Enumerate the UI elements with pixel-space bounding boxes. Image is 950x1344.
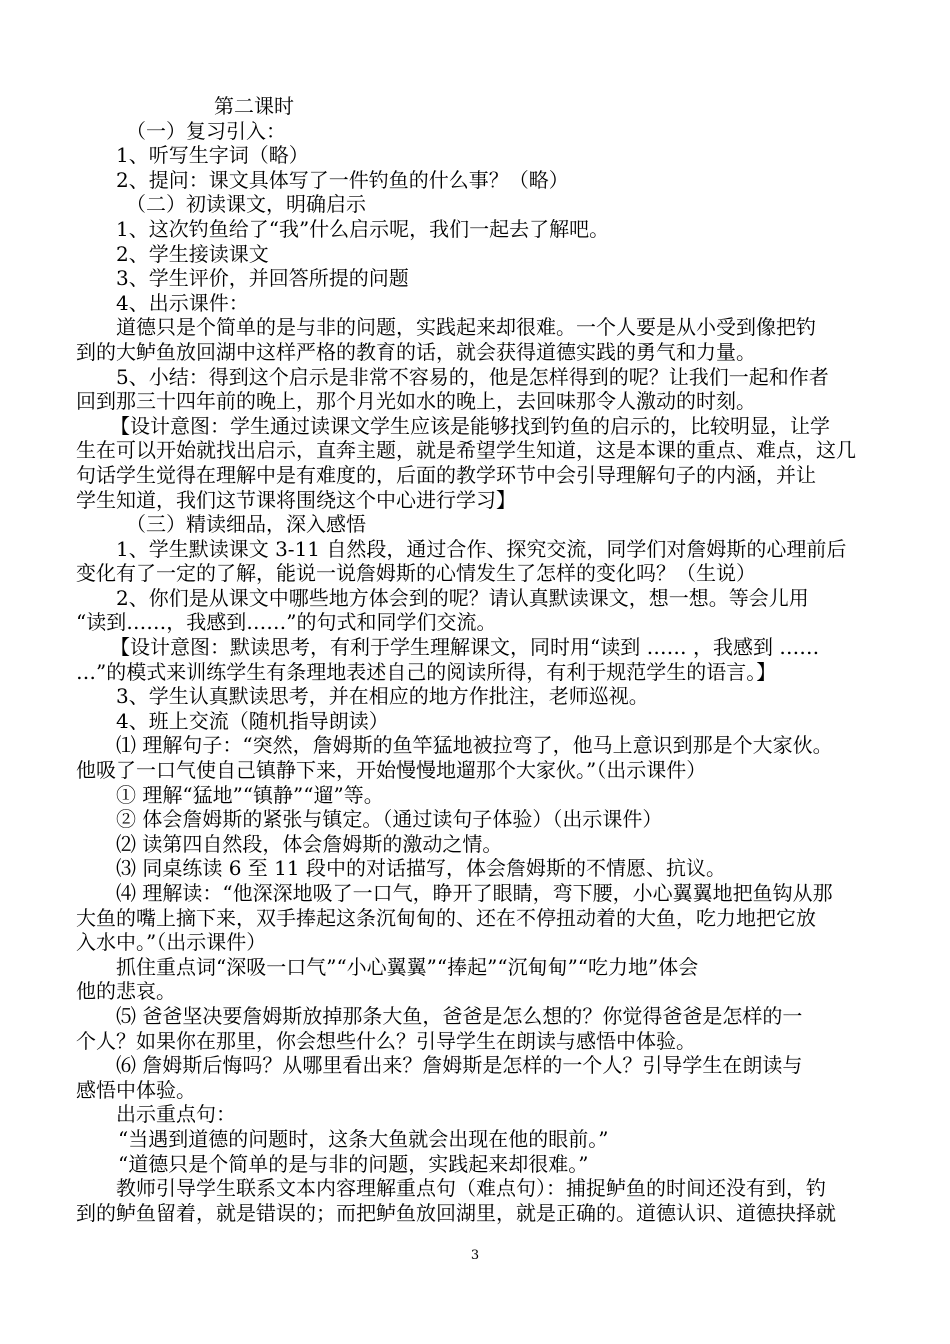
text-line: 4、出示课件： [116,290,249,315]
document-body [76,94,892,1225]
text-line: （一）复习引入： [126,118,286,143]
text-line: 个人？如果你在那里，你会想些什么？引导学生在朗读与感悟中体验。 [76,1028,696,1053]
text-line: 变化有了一定的了解，能说一说詹姆斯的心情发生了怎样的变化吗？（生说） [76,561,756,586]
text-line: 教师引导学生联系文本内容理解重点句（难点句）：捕捉鲈鱼的时间还没有到，钓 [116,1176,826,1201]
text-line: 【设计意图：学生通过读课文学生应该是能够找到钓鱼的启示的，比较明显，让学 [110,413,830,438]
text-line: 2、你们是从课文中哪些地方体会到的呢？请认真默读课文，想一想。等会儿用 [116,585,809,610]
text-line: 他吸了一口气使自己镇静下来，开始慢慢地遛那个大家伙。”（出示课件） [76,758,707,783]
text-line: “读到……，我感到……”的句式和同学们交流。 [76,610,497,635]
text-line: ⑹ 詹姆斯后悔吗？从哪里看出来？詹姆斯是怎样的一个人？引导学生在朗读与 [116,1053,803,1078]
text-line: “当遇到道德的问题时，这条大鱼就会出现在他的眼前。” [118,1126,609,1151]
text-line: 感悟中体验。 [76,1077,196,1102]
text-line: 入水中。”（出示课件） [76,930,267,955]
text-line: 大鱼的嘴上摘下来，双手捧起这条沉甸甸的、还在不停扭动着的大鱼，吃力地把它放 [76,905,816,930]
text-line: 2、学生接读课文 [116,241,269,266]
text-line: ⑸ 爸爸坚决要詹姆斯放掉那条大鱼，爸爸是怎么想的？你觉得爸爸是怎样的一 [116,1003,803,1028]
text-line: “道德只是个简单的是与非的问题，实践起来却很难。” [118,1151,589,1176]
text-line: 抓住重点词“深吸一口气”“小心翼翼”“捧起”“沉甸甸”“吃力地”体会 [116,954,699,979]
text-line: ⑷ 理解读：“他深深地吸了一口气，睁开了眼睛，弯下腰，小心翼翼地把鱼钩从那 [116,881,833,905]
text-line: ⑶ 同桌练读 6 至 11 段中的对话描写，体会詹姆斯的不情愿、抗议。 [116,856,726,881]
text-line: 他的悲哀。 [76,979,176,1004]
text-line: 到的鲈鱼留着，就是错误的；而把鲈鱼放回湖里，就是正确的。道德认识、道德抉择就 [76,1200,836,1225]
text-line: 第二课时 [214,94,294,118]
text-line: …”的模式来训练学生有条理地表述自己的阅读所得，有利于规范学生的语言。】 [76,659,777,684]
text-line: 生在可以开始就找出启示，直奔主题，就是希望学生知道，这是本课的重点、难点，这几 [76,438,856,463]
text-line: 【设计意图：默读思考，有利于学生理解课文，同时用“读到 …… ，我感到 …… [110,635,820,660]
text-line: 到的大鲈鱼放回湖中这样严格的教育的话，就会获得道德实践的勇气和力量。 [76,339,756,364]
text-line: ② 体会詹姆斯的紧张与镇定。（通过读句子体验）（出示课件） [116,807,663,832]
text-line: 句话学生觉得在理解中是有难度的，后面的教学环节中会引导理解句子的内涵，并让 [76,462,816,487]
text-line: 3、学生认真默读思考，并在相应的地方作批注，老师巡视。 [116,684,649,709]
page-number: 3 [470,1248,480,1263]
text-line: 道德只是个简单的是与非的问题，实践起来却很难。一个人要是从小受到像把钓 [116,315,816,340]
text-line: （三）精读细品，深入感悟 [126,512,366,537]
text-line: 出示重点句： [116,1102,236,1127]
text-line: ⑵ 读第四自然段，体会詹姆斯的激动之情。 [116,831,503,856]
text-line: 1、学生默读课文 3-11 自然段，通过合作、探究交流，同学们对詹姆斯的心理前后 [116,536,847,561]
text-line: 回到那三十四年前的晚上，那个月光如水的晚上，去回味那令人激动的时刻。 [76,389,756,414]
text-line: 2、提问：课文具体写了一件钓鱼的什么事？（略） [116,167,569,192]
text-line: （二）初读课文，明确启示 [126,192,366,217]
text-line: 5、小结：得到这个启示是非常不容易的，他是怎样得到的呢？让我们一起和作者 [116,364,829,389]
text-line: 3、学生评价，并回答所提的问题 [116,266,409,291]
text-line: 1、听写生字词（略） [116,143,309,168]
text-line: ⑴ 理解句子：“突然，詹姆斯的鱼竿猛地被拉弯了，他马上意识到那是个大家伙。 [116,733,833,758]
text-line: ① 理解“猛地”“镇静”“遛”等。 [116,782,384,807]
text-line: 1、这次钓鱼给了“我”什么启示呢，我们一起去了解吧。 [116,216,610,241]
text-line: 学生知道，我们这节课将围绕这个中心进行学习】 [76,487,516,512]
text-line: 4、班上交流（随机指导朗读） [116,708,389,733]
